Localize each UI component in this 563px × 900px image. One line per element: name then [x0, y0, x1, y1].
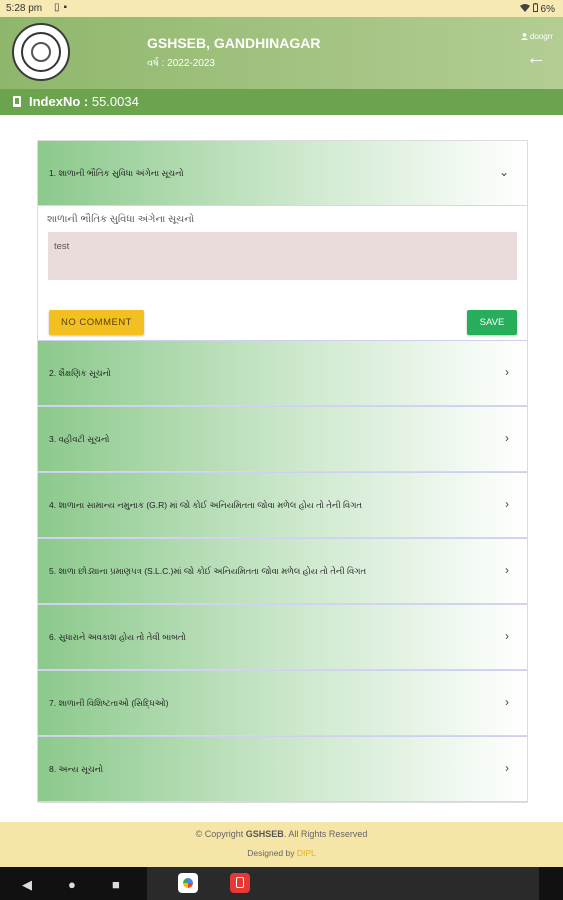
- chevron-right-icon: ›: [505, 365, 509, 379]
- chevron-right-icon: ›: [505, 761, 509, 775]
- accordion-title-2: 2. શૈક્ષણિક સૂચનો: [49, 367, 112, 378]
- org-name: GSHSEB, GANDHINAGAR: [147, 35, 321, 51]
- status-time: 5:28 pm: [6, 3, 43, 14]
- accordion-title-4: 4. શાળાના સામાન્ય નમુનાક (G.R) માં જો કોઈ અનિયમિતતા જોવા મળેલ હોય તો તેની વિગત: [49, 499, 363, 510]
- index-bar: [0, 89, 563, 115]
- home-nav-icon[interactable]: ●: [68, 877, 76, 892]
- copyright: [0, 829, 563, 839]
- accordion-title-3: 3. વહીવટી સૂચનો: [49, 433, 110, 444]
- accordion-title-7: 7. શાળાની વિશિષ્ટતાઓ (સિદ્ધિઓ): [49, 697, 169, 708]
- accordion-title-1: 1. શાળાની ભૌતિક સુવિધા અંગેના સૂચનો: [49, 167, 184, 178]
- chevron-right-icon: ›: [505, 497, 509, 511]
- sim-icon: ▯: [54, 2, 64, 13]
- copyright-suffix: . All Rights Reserved: [283, 829, 368, 839]
- notification-icon: ▪: [63, 2, 72, 13]
- back-nav-icon[interactable]: ◀: [22, 877, 32, 892]
- copyright-prefix: © Copyright: [195, 829, 246, 839]
- academic-year: વર્ષ : 2022-2023: [147, 58, 215, 69]
- developer-link[interactable]: DIPL: [296, 848, 316, 858]
- chevron-right-icon: ›: [505, 431, 509, 445]
- battery-percent: 6%: [540, 3, 555, 15]
- board-logo-icon: [12, 23, 70, 81]
- accordion-header-8[interactable]: [38, 736, 527, 802]
- save-button[interactable]: SAVE: [467, 310, 517, 335]
- chevron-down-icon: ⌄: [498, 165, 509, 179]
- suggestion-textarea[interactable]: [48, 232, 517, 280]
- app-header: [0, 17, 563, 89]
- accordion-title-5: 5. શાળા છોડ્યાના પ્રમાણપત્ર (S.L.C.)માં જો કોઈ અનિયમિતતા જોવા મળેલ હોય તો તેની વિગત: [49, 565, 367, 576]
- designed-by-label: Designed by: [247, 848, 297, 858]
- accordion-title-6: 6. સુધારાને અવકાશ હોય તો તેવી બાબતો: [49, 631, 186, 642]
- document-icon: [13, 96, 21, 107]
- suggestions-accordion: [37, 140, 528, 803]
- notification-icons: [54, 2, 71, 13]
- question-label: શાળાની ભૌતિક સુવિધા અંગેના સૂચનો: [47, 214, 195, 225]
- designed-by: [0, 848, 563, 858]
- footer: [0, 822, 563, 867]
- wifi-icon: [520, 4, 530, 15]
- status-right: [520, 3, 555, 15]
- pdf-app-icon[interactable]: [230, 873, 250, 893]
- no-comment-button[interactable]: NO COMMENT: [49, 310, 144, 335]
- index-label: IndexNo :: [29, 94, 92, 109]
- photos-app-icon[interactable]: [178, 873, 198, 893]
- index-number: [29, 94, 139, 109]
- accordion-header-4[interactable]: [38, 472, 527, 538]
- system-nav-bar: [0, 867, 563, 900]
- chevron-right-icon: ›: [505, 563, 509, 577]
- accordion-panel-1: [38, 206, 527, 340]
- accordion-header-5[interactable]: [38, 538, 527, 604]
- accordion-title-8: 8. અન્ય સૂચનો: [49, 763, 104, 774]
- back-arrow-icon[interactable]: ←: [526, 47, 546, 69]
- app-tray: [147, 867, 539, 900]
- chevron-right-icon: ›: [505, 629, 509, 643]
- accordion-header-1[interactable]: [38, 141, 527, 206]
- chevron-right-icon: ›: [505, 695, 509, 709]
- user-account[interactable]: [521, 32, 553, 41]
- copyright-brand: GSHSEB: [245, 829, 284, 839]
- username: doogrr: [529, 32, 553, 41]
- accordion-header-3[interactable]: [38, 406, 527, 472]
- accordion-header-6[interactable]: [38, 604, 527, 670]
- user-icon: [521, 33, 528, 40]
- accordion-header-7[interactable]: [38, 670, 527, 736]
- accordion-header-2[interactable]: [38, 340, 527, 406]
- index-value: 55.0034: [91, 94, 139, 109]
- status-bar: [0, 0, 563, 17]
- battery-icon: [533, 3, 538, 15]
- recents-nav-icon[interactable]: ■: [112, 877, 120, 892]
